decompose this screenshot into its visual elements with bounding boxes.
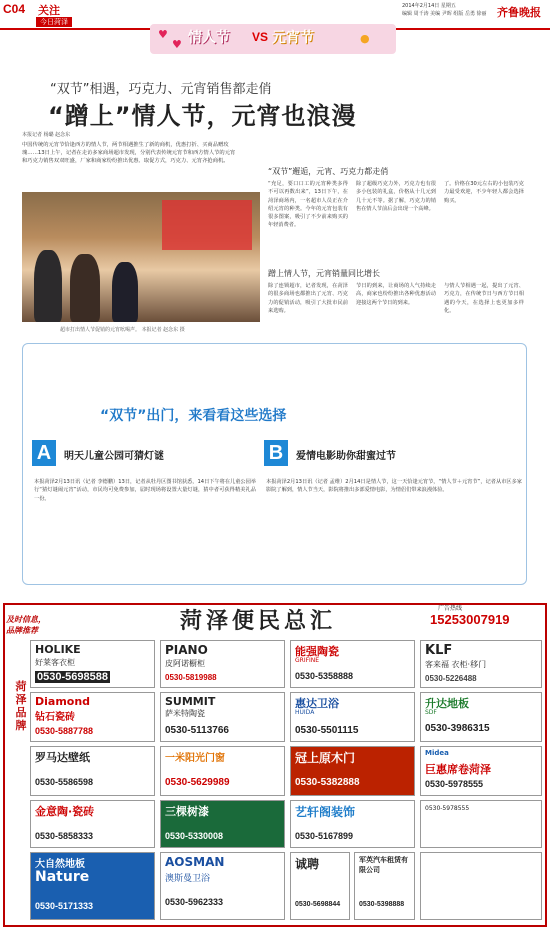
column-3: 了。价格在30元左右的小包装巧克力最受欢迎，不少年轻人都会选择购买。 xyxy=(444,181,524,204)
subheading-2: 蹭上情人节，元宵销量同比增长 xyxy=(268,269,380,278)
supermarket-photo xyxy=(22,192,260,322)
article-headline: “蹭上”情人节，元宵也浪漫 xyxy=(48,102,357,130)
ad-kingyitao[interactable]: 金意陶·瓷砖 0530-5858333 xyxy=(30,800,155,848)
ad-skshu[interactable]: 三棵树漆 0530-5330008 xyxy=(160,800,285,848)
date-line: 2014年2月14日 星期五 xyxy=(402,3,456,9)
heart-icon: ♥ xyxy=(172,38,182,51)
ad-yixuange[interactable]: 艺轩阁装饰 0530-5167899 xyxy=(290,800,415,848)
page-number: C04 xyxy=(3,2,26,16)
ad-midea-extra: 0530-5978555 xyxy=(420,800,542,848)
heart-icon: ♥ xyxy=(158,28,168,41)
ad-piano[interactable]: PIANO 皮阿诺橱柜 0530-5819988 xyxy=(160,640,285,688)
section-letter-b: B xyxy=(264,440,288,466)
banner-right: 元宵节 xyxy=(272,30,314,46)
ad-sunshine[interactable]: 一米阳光门窗 0530-5629989 xyxy=(160,746,285,796)
article-lead: 中国传统的元宵节恰逢西方的情人节，两节相遇推生了新的商机，优惠打折、买商品赠玫瑰……13日上午，记者在走访多家商场超市发现，分别代表传统元宵节和西方情人节的元宵和巧克力销售双双旺盛，厂家和商家纷纷推出优惠、取促方式，巧克力、元宵齐抢商机。 xyxy=(22,142,236,164)
ad-sdf[interactable]: 升达地板 SDF 0530-3986315 xyxy=(420,692,542,742)
header-info xyxy=(402,2,492,18)
ad-holike[interactable]: HOLIKE 好莱客衣柜 0530-5698588 xyxy=(30,640,155,688)
ads-slogan: 及时信息，品牌推荐 xyxy=(6,614,46,635)
ad-recruit[interactable]: 诚聘 0530-5698844 xyxy=(290,852,350,920)
section-b-text: 本报菏泽2月13日讯（记者 孟维）2月14日是情人节，这一天恰逢元宵节，“情人节＋元宵节”，记者从市区多家影院了解到，情人节当天，影院将推出多部爱情电影，为情侣们带来浪漫体验。 xyxy=(266,479,522,494)
person-figure xyxy=(34,250,62,322)
ad-guanshangyuan[interactable]: 冠上原木门 0530-5382888 xyxy=(290,746,415,796)
section-letter-a: A xyxy=(32,440,56,466)
ad-roma[interactable]: 罗马达壁纸 0530-5586598 xyxy=(30,746,155,796)
festival-banner xyxy=(150,24,396,54)
ad-junying[interactable]: 军英汽车租赁有限公司 0530-5398888 xyxy=(354,852,415,920)
person-figure xyxy=(70,254,100,322)
ad-klf[interactable]: KLF 客来福 衣柜·移门 0530-5226488 xyxy=(420,640,542,688)
article-kicker: “双节”相遇，巧克力、元宵销售都走俏 xyxy=(50,82,272,97)
promo-stall xyxy=(162,200,252,250)
banner-vs: VS xyxy=(252,30,269,44)
column-2: 除了超级巧克力外，巧克力也有很多小包装的礼盒，价格从十几元到几十元不等。据了解，巧克力的销售在情人节前后会出现一个高峰。 xyxy=(356,181,436,212)
subheading-1: “双节”邂逅，元宵、巧克力都走俏 xyxy=(268,167,389,176)
column-1: “充足，要口口工的元宵种类多得不可以再数出来”，13日下午，在菏泽商场内，一名超市人员正在介绍元宵的种类。今年的元宵包装有很多图案，吸引了不少前来购买的年轻消费者。 xyxy=(268,181,348,229)
ad-midea-bottom xyxy=(420,852,542,920)
column-6: 与情人节相遇一起，提出了元宵、巧克力，在传统节日与西方节日相遇的今天，在选择上也更加多样化。 xyxy=(444,283,524,314)
ads-phone-label: 广告热线 xyxy=(438,605,463,612)
lantern-icon: ● xyxy=(360,32,370,45)
ads-phone: 15253007919 xyxy=(430,612,510,627)
ad-huida[interactable]: 惠达卫浴 HUIDA 0530-5501115 xyxy=(290,692,415,742)
column-5: 节日的到来，让商场的人气持续走高，商家也纷纷推出各种优惠活动迎接这两个节日的到来。 xyxy=(356,283,436,306)
ads-side-label: 菏泽品牌 xyxy=(15,680,27,732)
ad-aosman[interactable]: AOSMAN 澳斯曼卫浴 0530-5962333 xyxy=(160,852,285,920)
ad-grifine[interactable]: 能强陶瓷 GRIFINE 0530-5358888 xyxy=(290,640,415,688)
ads-title: 菏泽便民总汇 xyxy=(180,608,337,634)
editor-line: 编辑 周千涛 美编 尹晖 组版 岳勇 徐丽 xyxy=(402,11,487,17)
section-title: 关注 xyxy=(38,4,60,17)
person-figure xyxy=(112,262,138,322)
article-byline: 本报记者 杨璐 赵念东 xyxy=(22,132,71,138)
section-a-title: 明天儿童公园可猜灯谜 xyxy=(64,451,164,462)
ad-diamond[interactable]: Diamond 钻石瓷砖 0530-5887788 xyxy=(30,692,155,742)
section-a-text: 本报菏泽2月13日讯（记者 李德鹏）13日，记者从牡丹区图书馆获悉，14日下午将在儿童公园举行“猜灯谜闹元宵”活动，市民均可免费参加，届时现场将设置大量灯谜，猜中者可获得精美礼品一份。 xyxy=(34,479,256,502)
ad-summit[interactable]: SUMMIT 萨米特陶瓷 0530-5113766 xyxy=(160,692,285,742)
ad-midea[interactable]: Midea 巨惠席卷菏泽 0530-5978555 xyxy=(420,746,542,796)
photo-caption: 超市打出情人节促销的元宵吆喝声。 本报记者 赵念东 摄 xyxy=(60,327,185,333)
section-b-title: 爱情电影助你甜蜜过节 xyxy=(296,451,396,462)
ad-nature[interactable]: 大自然地板 Nature 0530-5171333 xyxy=(30,852,155,920)
section-heading: “双节”出门，来看看这些选择 xyxy=(100,408,287,424)
banner-left: 情人节 xyxy=(188,30,230,46)
column-4: 除了连锁超市，记者发现，在菏泽的很多商场也都推出了元宵、巧克力的促销活动，吸引了大批市民前来选购。 xyxy=(268,283,348,314)
subsection-label: 今日菏泽 xyxy=(36,17,72,27)
newspaper-logo: 齐鲁晚报 xyxy=(497,6,541,19)
